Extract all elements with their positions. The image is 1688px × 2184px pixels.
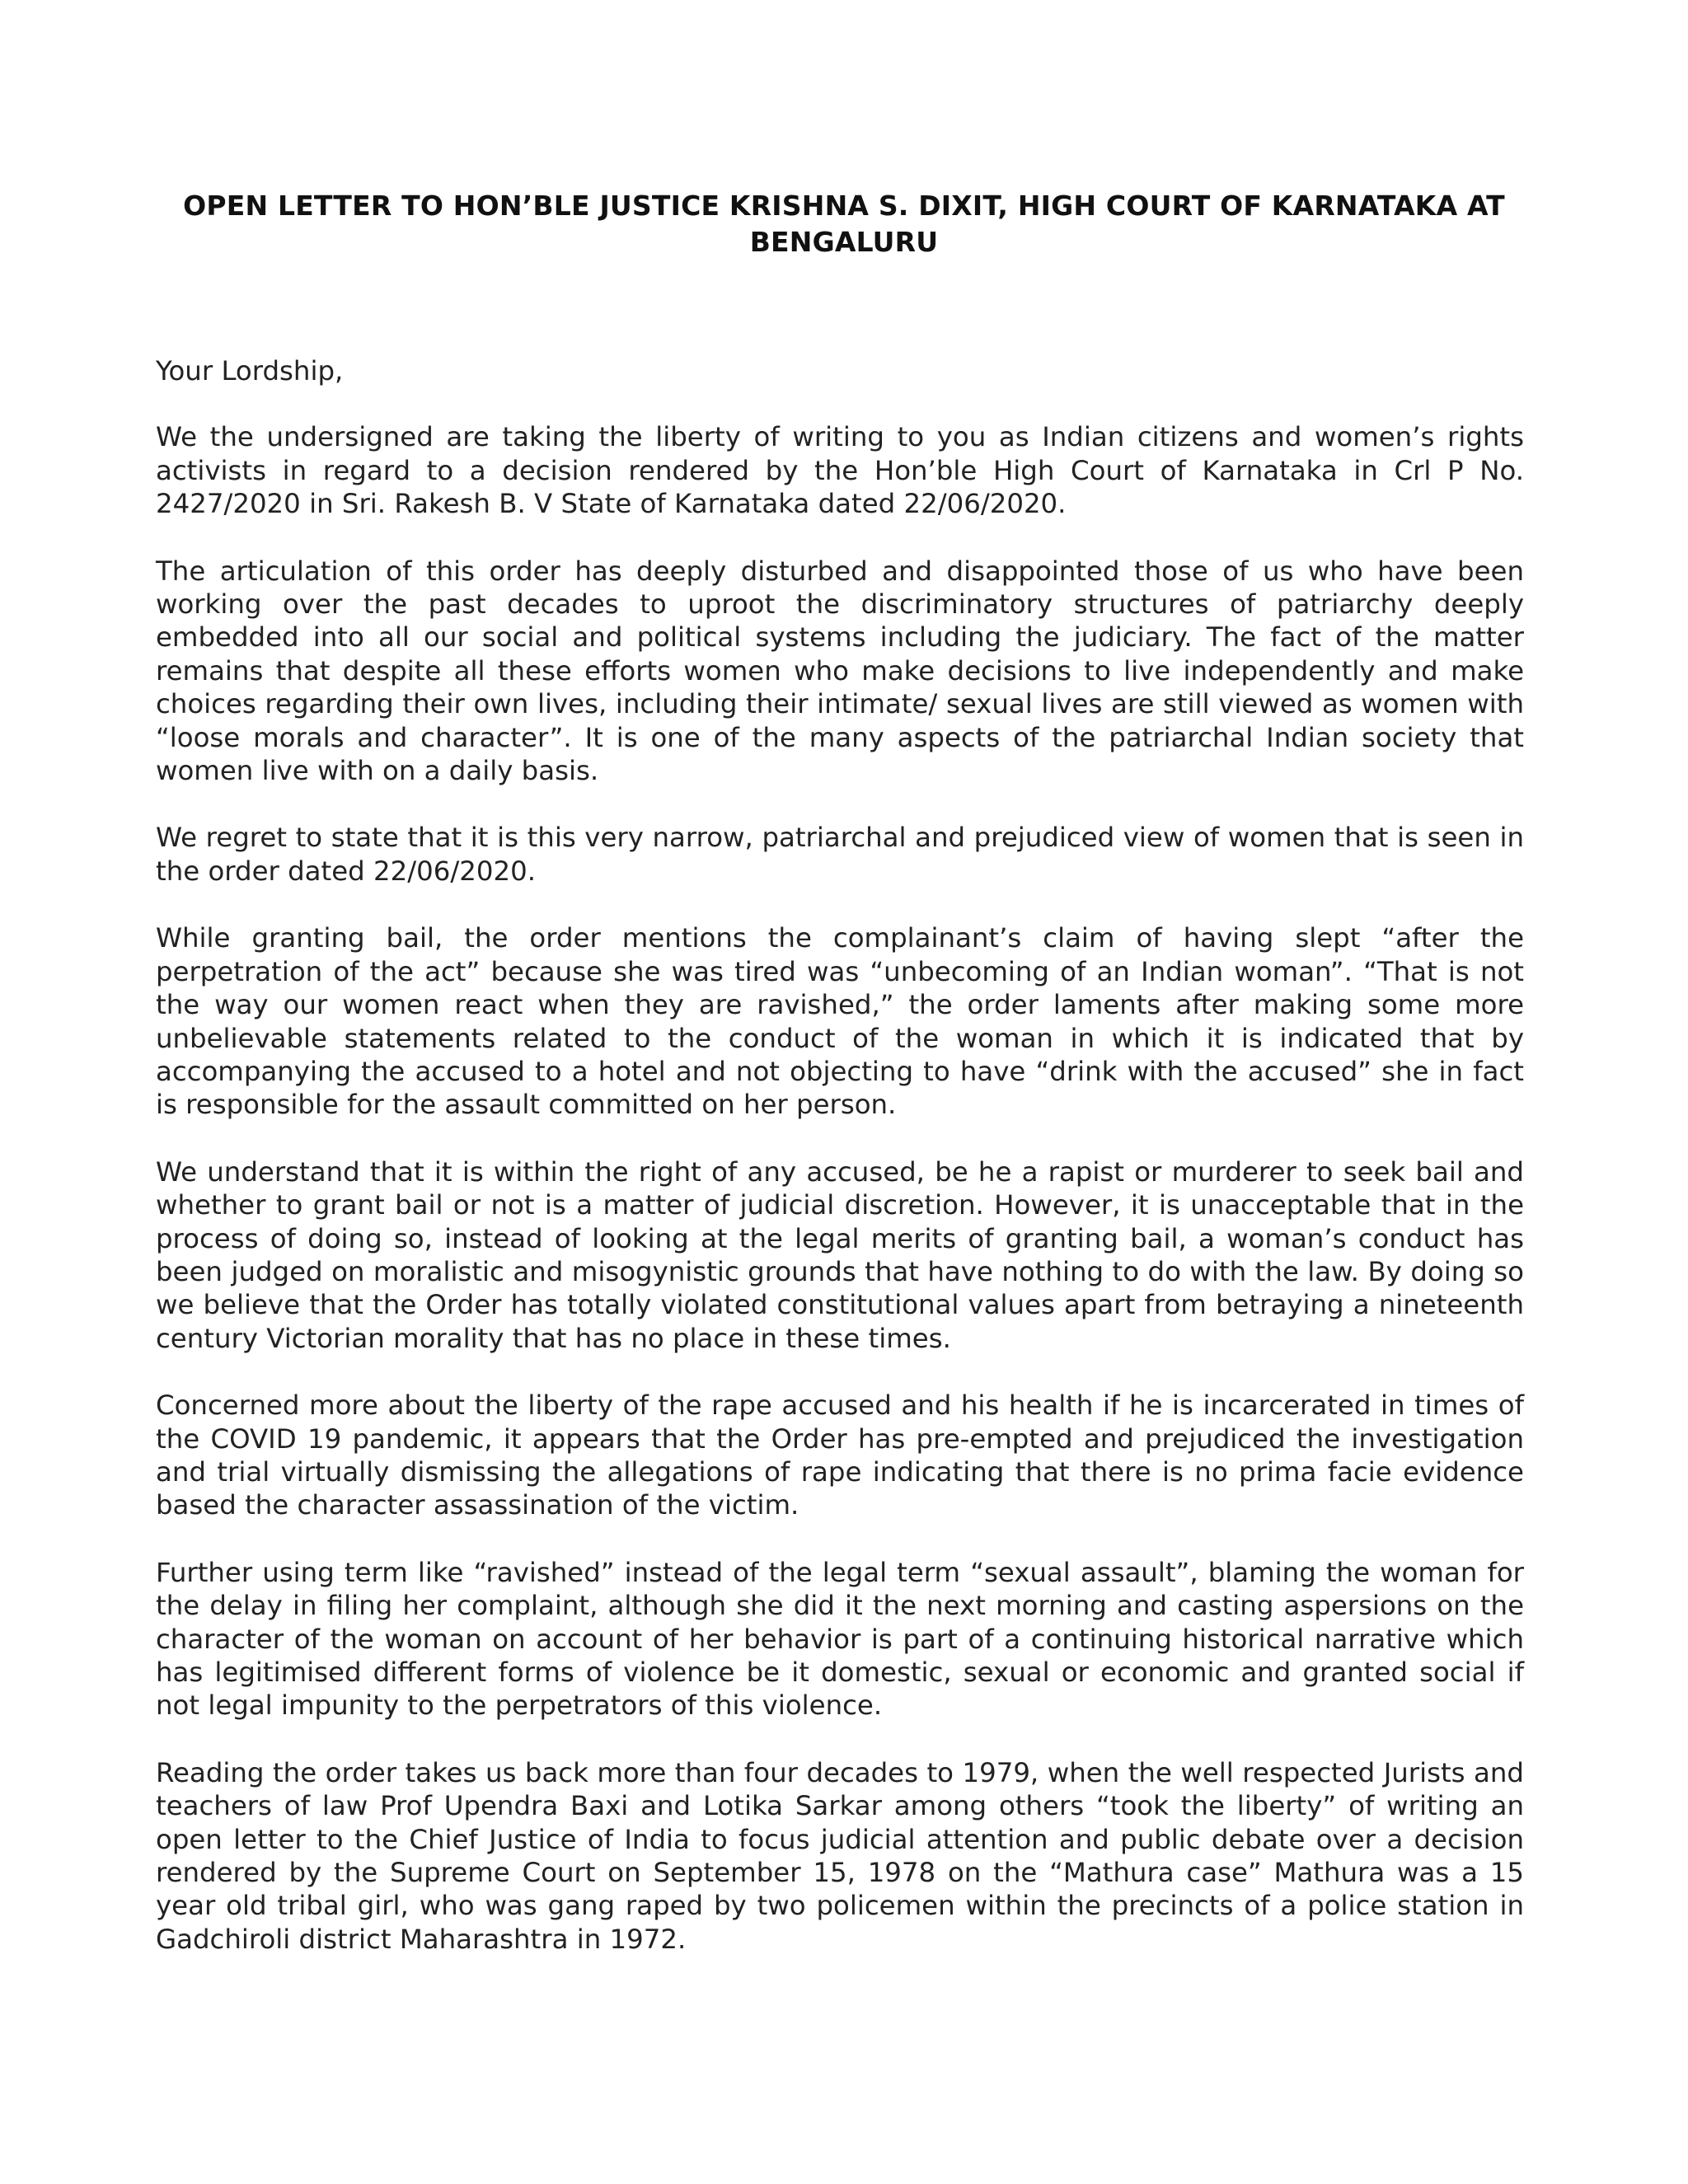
- paragraph-4: While granting bail, the order mentions the complainant’s claim of having slept “after the perpetration of the act” because she was tired was “unbecoming of an Indian woman”. “That is not the way our women react when they are ravished,” the order laments after making some more unbelievable statements related to the conduct of the woman in which it is indicated that by accompanying the accused to a hotel and not objecting to have “drink with the accused” she in fact is responsible for the assault committed on her person.: [156, 922, 1524, 1121]
- paragraph-5: We understand that it is within the right of any accused, be he a rapist or murderer to seek bail and whether to grant bail or not is a matter of judicial discretion. However, it is unacceptable that in the process of doing so, instead of looking at the legal merits of granting bail, a woman’s conduct has been judged on moralistic and misogynistic grounds that have nothing to do with the law. By doing so we believe that the Order has totally violated constitutional values apart from betraying a nineteenth century Victorian morality that has no place in these times.: [156, 1155, 1524, 1354]
- paragraph-1: We the undersigned are taking the liberty of writing to you as Indian citizens and women’s rights activists in regard to a decision rendered by the Hon’ble High Court of Karnataka in Crl P No. 2427/2020 in Sri. Rakesh B. V State of Karnataka dated 22/06/2020.: [156, 421, 1524, 520]
- salutation: Your Lordship,: [156, 355, 344, 387]
- paragraph-7: Further using term like “ravished” instead of the legal term “sexual assault”, blaming the woman for the delay in filing her complaint, although she did it the next morning and casting aspersions on the character of the woman on account of her behavior is part of a continuing historical narrative which has legitimised different forms of violence be it domestic, sexual or economic and granted social if not legal impunity to the perpetrators of this violence.: [156, 1556, 1524, 1722]
- letter-title: OPEN LETTER TO HON’BLE JUSTICE KRISHNA S. DIXIT, HIGH COURT OF KARNATAKA AT BENGALURU: [183, 190, 1505, 258]
- paragraph-8: Reading the order takes us back more than four decades to 1979, when the well respected Jurists and teachers of law Prof Upendra Baxi and Lotika Sarkar among others “took the liberty” of writing an open letter to the Chief Justice of India to focus judicial attention and public debate over a decision rendered by the Supreme Court on September 15, 1978 on the “Mathura case” Mathura was a 15 year old tribal girl, who was gang raped by two policemen within the precincts of a police station in Gadchiroli district Maharashtra in 1972.: [156, 1756, 1524, 1955]
- letter-body: [156, 354, 1524, 1956]
- paragraph-3: We regret to state that it is this very narrow, patriarchal and prejudiced view of women that is seen in the order dated 22/06/2020.: [156, 822, 1524, 887]
- paragraph-2: The articulation of this order has deeply disturbed and disappointed those of us who have been working over the past decades to uproot the discriminatory structures of patriarchy deeply embedded into all our social and political systems including the judiciary. The fact of the matter remains that despite all these efforts women who make decisions to live independently and make choices regarding their own lives, including their intimate/ sexual lives are still viewed as women with “loose morals and character”. It is one of the many aspects of the patriarchal Indian society that women live with on a daily basis.: [156, 555, 1524, 787]
- paragraph-6: Concerned more about the liberty of the rape accused and his health if he is incarcerated in times of the COVID 19 pandemic, it appears that the Order has pre-empted and prejudiced the investigation and trial virtually dismissing the allegations of rape indicating that there is no prima facie evidence based the character assassination of the victim.: [156, 1390, 1524, 1521]
